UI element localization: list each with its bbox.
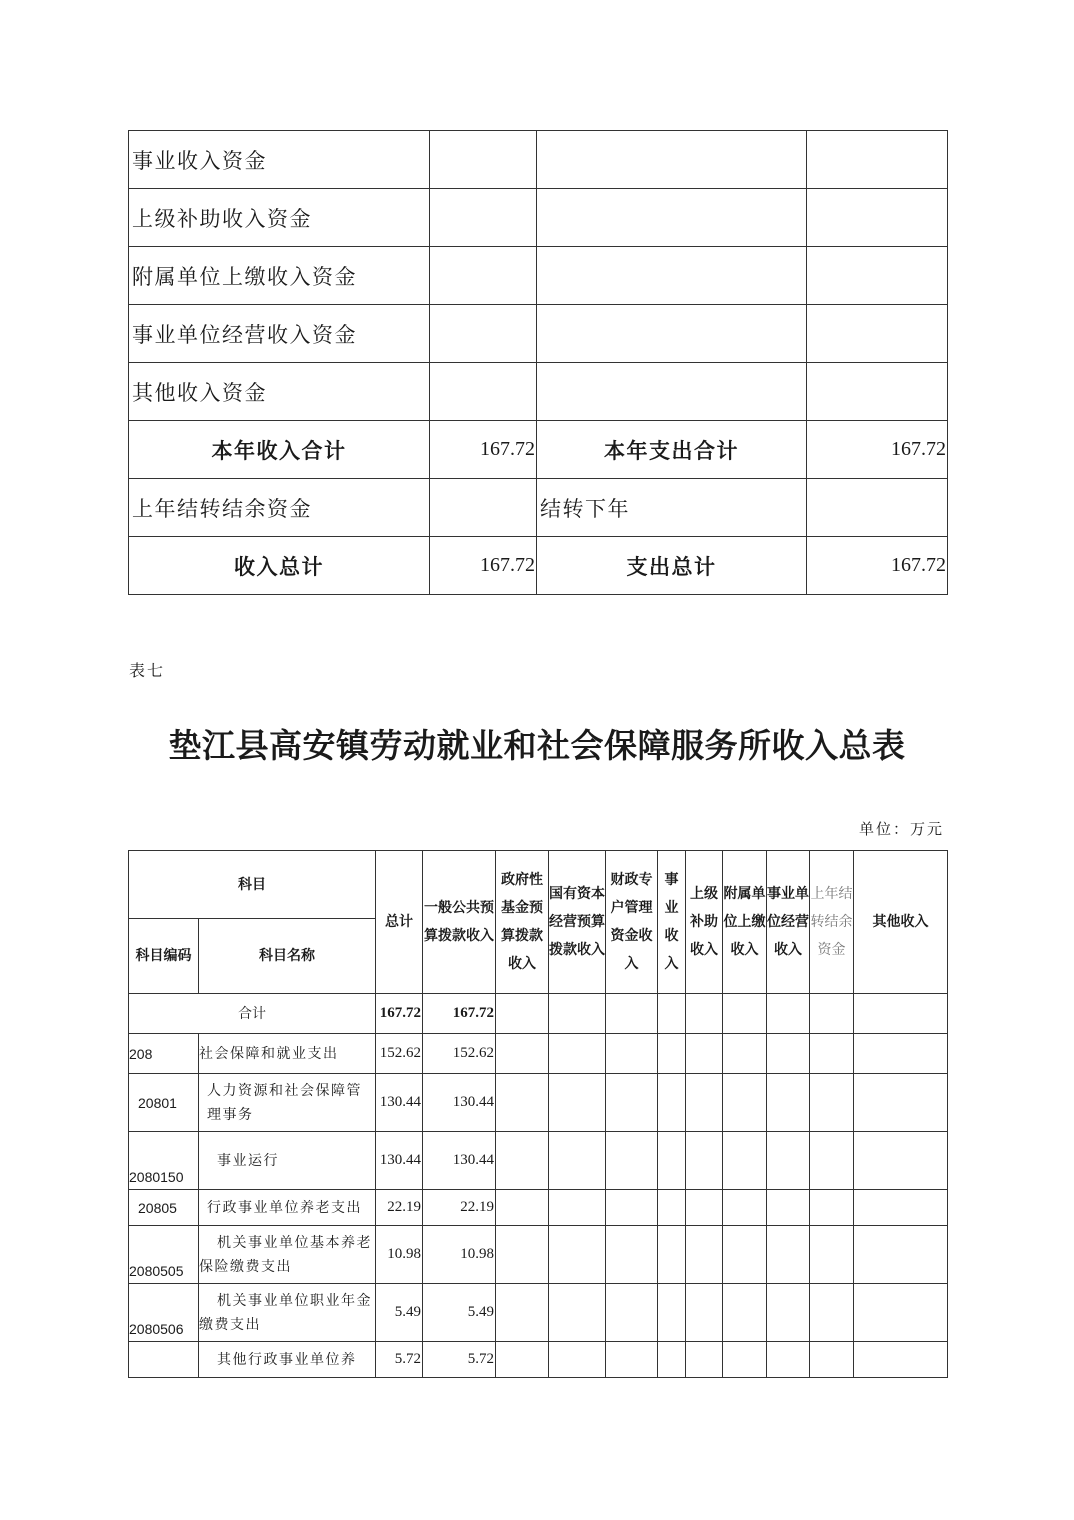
table-row xyxy=(129,247,948,305)
subject-name: 其他行政事业单位养 xyxy=(199,1342,376,1378)
business-income-header: 事业收入 xyxy=(658,851,686,994)
total-income-value: 167.72 xyxy=(430,537,537,595)
general-budget-value: 130.44 xyxy=(423,1074,496,1132)
subject-code: 20801 xyxy=(129,1074,199,1132)
annual-income-value: 167.72 xyxy=(430,421,537,479)
total-value: 130.44 xyxy=(376,1074,423,1132)
table-row xyxy=(129,1132,948,1190)
carryover-label: 上年结转结余资金 xyxy=(129,479,430,537)
annual-income-label: 本年收入合计 xyxy=(129,421,430,479)
general-budget-value: 167.72 xyxy=(423,994,496,1034)
row-label: 事业单位经营收入资金 xyxy=(129,305,430,363)
table-row xyxy=(129,131,948,189)
table-row xyxy=(129,1284,948,1342)
special-fund-header: 财政专户管理资金收入 xyxy=(606,851,658,994)
total-value: 167.72 xyxy=(376,994,423,1034)
subject-name: 社会保障和就业支出 xyxy=(199,1034,376,1074)
subject-code: 2080506 xyxy=(129,1284,199,1342)
annual-expense-label: 本年支出合计 xyxy=(537,421,807,479)
row-label: 事业收入资金 xyxy=(129,131,430,189)
prior-year-balance-header: 上年结转结余资金 xyxy=(810,851,854,994)
subject-header: 科目 xyxy=(129,851,376,919)
total-value: 22.19 xyxy=(376,1190,423,1226)
total-label: 合计 xyxy=(129,994,376,1034)
total-value: 152.62 xyxy=(376,1034,423,1074)
table-number-label: 表七 xyxy=(129,661,166,680)
table-row xyxy=(129,1342,948,1378)
other-income-header: 其他收入 xyxy=(854,851,948,994)
table-row xyxy=(129,305,948,363)
table-row xyxy=(129,1034,948,1074)
total-header: 总计 xyxy=(376,851,423,994)
subject-name: 人力资源和社会保障管理事务 xyxy=(199,1074,376,1132)
subject-code: 208 xyxy=(129,1034,199,1074)
annual-total-row xyxy=(129,421,948,479)
name-header: 科目名称 xyxy=(199,919,376,994)
row-label: 上级补助收入资金 xyxy=(129,189,430,247)
total-value: 5.72 xyxy=(376,1342,423,1378)
total-expense-value: 167.72 xyxy=(807,537,948,595)
superior-subsidy-header: 上级补助收入 xyxy=(686,851,723,994)
general-budget-value: 5.49 xyxy=(423,1284,496,1342)
carryover-row xyxy=(129,479,948,537)
income-expense-summary-table xyxy=(128,130,948,595)
total-value: 130.44 xyxy=(376,1132,423,1190)
general-budget-value: 22.19 xyxy=(423,1190,496,1226)
table-row xyxy=(129,1074,948,1132)
unit-label: 单位：万元 xyxy=(858,820,944,838)
subject-name: 机关事业单位基本养老保险缴费支出 xyxy=(199,1226,376,1284)
state-capital-header: 国有资本经营预算拨款收入 xyxy=(549,851,606,994)
subject-code: 2080150 xyxy=(129,1132,199,1190)
operating-income-header: 事业单位经营收入 xyxy=(767,851,810,994)
general-budget-header: 一般公共预算拨款收入 xyxy=(423,851,496,994)
grand-total-row xyxy=(129,537,948,595)
table-row xyxy=(129,1190,948,1226)
row-label: 其他收入资金 xyxy=(129,363,430,421)
general-budget-value: 152.62 xyxy=(423,1034,496,1074)
total-income-label: 收入总计 xyxy=(129,537,430,595)
row-label: 附属单位上缴收入资金 xyxy=(129,247,430,305)
code-header: 科目编码 xyxy=(129,919,199,994)
general-budget-value: 5.72 xyxy=(423,1342,496,1378)
page-title: 垫江县高安镇劳动就业和社会保障服务所收入总表 xyxy=(168,726,906,765)
table-row xyxy=(129,363,948,421)
income-total-table xyxy=(128,850,948,1378)
table-row xyxy=(129,189,948,247)
subject-code: 2080505 xyxy=(129,1226,199,1284)
total-row xyxy=(129,994,948,1034)
gov-fund-header: 政府性基金预算拨款收入 xyxy=(496,851,549,994)
general-budget-value: 130.44 xyxy=(423,1132,496,1190)
subject-name: 机关事业单位职业年金缴费支出 xyxy=(199,1284,376,1342)
subject-name: 事业运行 xyxy=(199,1132,376,1190)
header-row xyxy=(129,851,948,919)
general-budget-value: 10.98 xyxy=(423,1226,496,1284)
subject-name: 行政事业单位养老支出 xyxy=(199,1190,376,1226)
subject-code xyxy=(129,1342,199,1378)
carry-forward-label: 结转下年 xyxy=(537,479,807,537)
annual-expense-value: 167.72 xyxy=(807,421,948,479)
affiliated-remit-header: 附属单位上缴收入 xyxy=(723,851,767,994)
subject-code: 20805 xyxy=(129,1190,199,1226)
total-value: 5.49 xyxy=(376,1284,423,1342)
total-value: 10.98 xyxy=(376,1226,423,1284)
table-row xyxy=(129,1226,948,1284)
total-expense-label: 支出总计 xyxy=(537,537,807,595)
